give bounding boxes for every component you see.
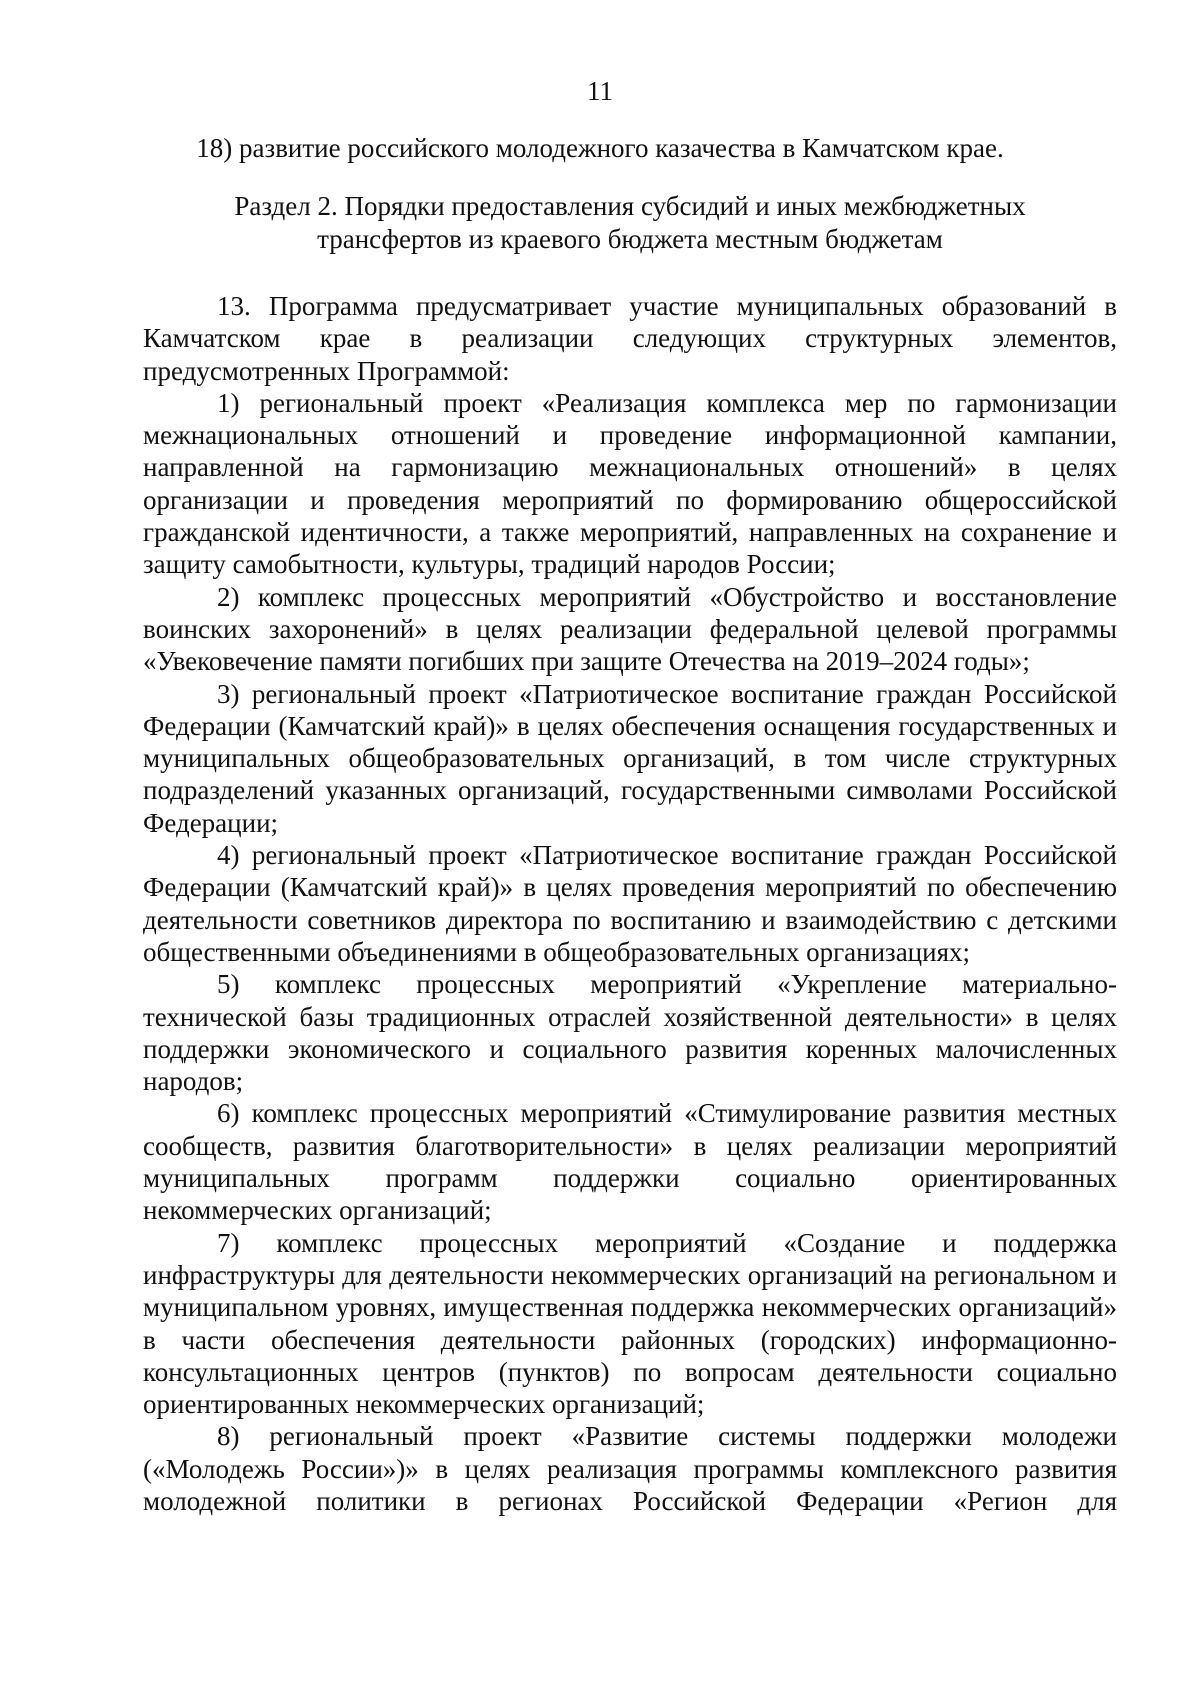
list-item-8: 8) региональный проект «Развитие системы поддержки молодежи («Молодежь России»)» в целях реализация программы комплексного развития молодежной политики в регионах Российской Федерации «Регион для (143, 1421, 1117, 1516)
list-item-3: 3) региональный проект «Патриотическое воспитание граждан Российской Федерации (Камчатский край)» в целях обеспечения оснащения государственных и муниципальных общеобразовательных организаций, в том числе структурных подразделений указанных организаций, государственными символами Российской Федерации; (143, 678, 1117, 838)
section-heading (143, 190, 1117, 255)
section-heading-line-1: Раздел 2. Порядки предоставления субсидий и иных межбюджетных (234, 191, 1026, 221)
paragraph-13: 13. Программа предусматривает участие муниципальных образований в Камчатском крае в реализации следующих структурных элементов, предусмотренных Программой: (143, 291, 1117, 386)
list-item-2: 2) комплекс процессных мероприятий «Обустройство и восстановление воинских захоронений» в целях реализации федеральной целевой программы «Увековечение памяти погибших при защите Отечества на 2019–2024 годы»; (143, 581, 1117, 677)
list-item-4: 4) региональный проект «Патриотическое воспитание граждан Российской Федерации (Камчатский край)» в целях проведения мероприятий по обеспечению деятельности советников директора по воспитанию и взаимодействию с детскими общественными объединениями в общеобразовательных организациях; (143, 840, 1117, 967)
list-item-1: 1) региональный проект «Реализация комплекса мер по гармонизации межнациональных отношений и проведение информационной кампании, направленной на гармонизацию межнациональных отношений» в целях организации и проведения мероприятий по формированию общероссийской гражданской идентичности, а также мероприятий, направленных на сохранение и защиту самобытности, культуры, традиций народов России; (143, 387, 1117, 580)
list-item-18: 18) развитие российского молодежного казачества в Камчатском крае. (196, 133, 1004, 163)
section-heading-line-2: трансфертов из краевого бюджета местным бюджетам (317, 223, 943, 254)
page-number: 11 (587, 76, 613, 106)
list-item-5: 5) комплекс процессных мероприятий «Укрепление материально-технической базы традиционных отраслей хозяйственной деятельности» в целях поддержки экономического и социального развития коренных малочисленных народов; (143, 969, 1117, 1097)
body-text (143, 290, 1117, 1517)
list-item-6: 6) комплекс процессных мероприятий «Стимулирование развития местных сообществ, развития благотворительности» в целях реализации мероприятий муниципальных программ поддержки социально ориентированных некоммерческих организаций; (143, 1098, 1117, 1226)
list-item-7: 7) комплекс процессных мероприятий «Создание и поддержка инфраструктуры для деятельности некоммерческих организаций на региональном и муниципальном уровнях, имущественная поддержка некоммерческих организаций» в части обеспечения деятельности районных (городских) информационно-консультационных центров (пунктов) по вопросам деятельности социально ориентированных некоммерческих организаций; (143, 1227, 1117, 1420)
